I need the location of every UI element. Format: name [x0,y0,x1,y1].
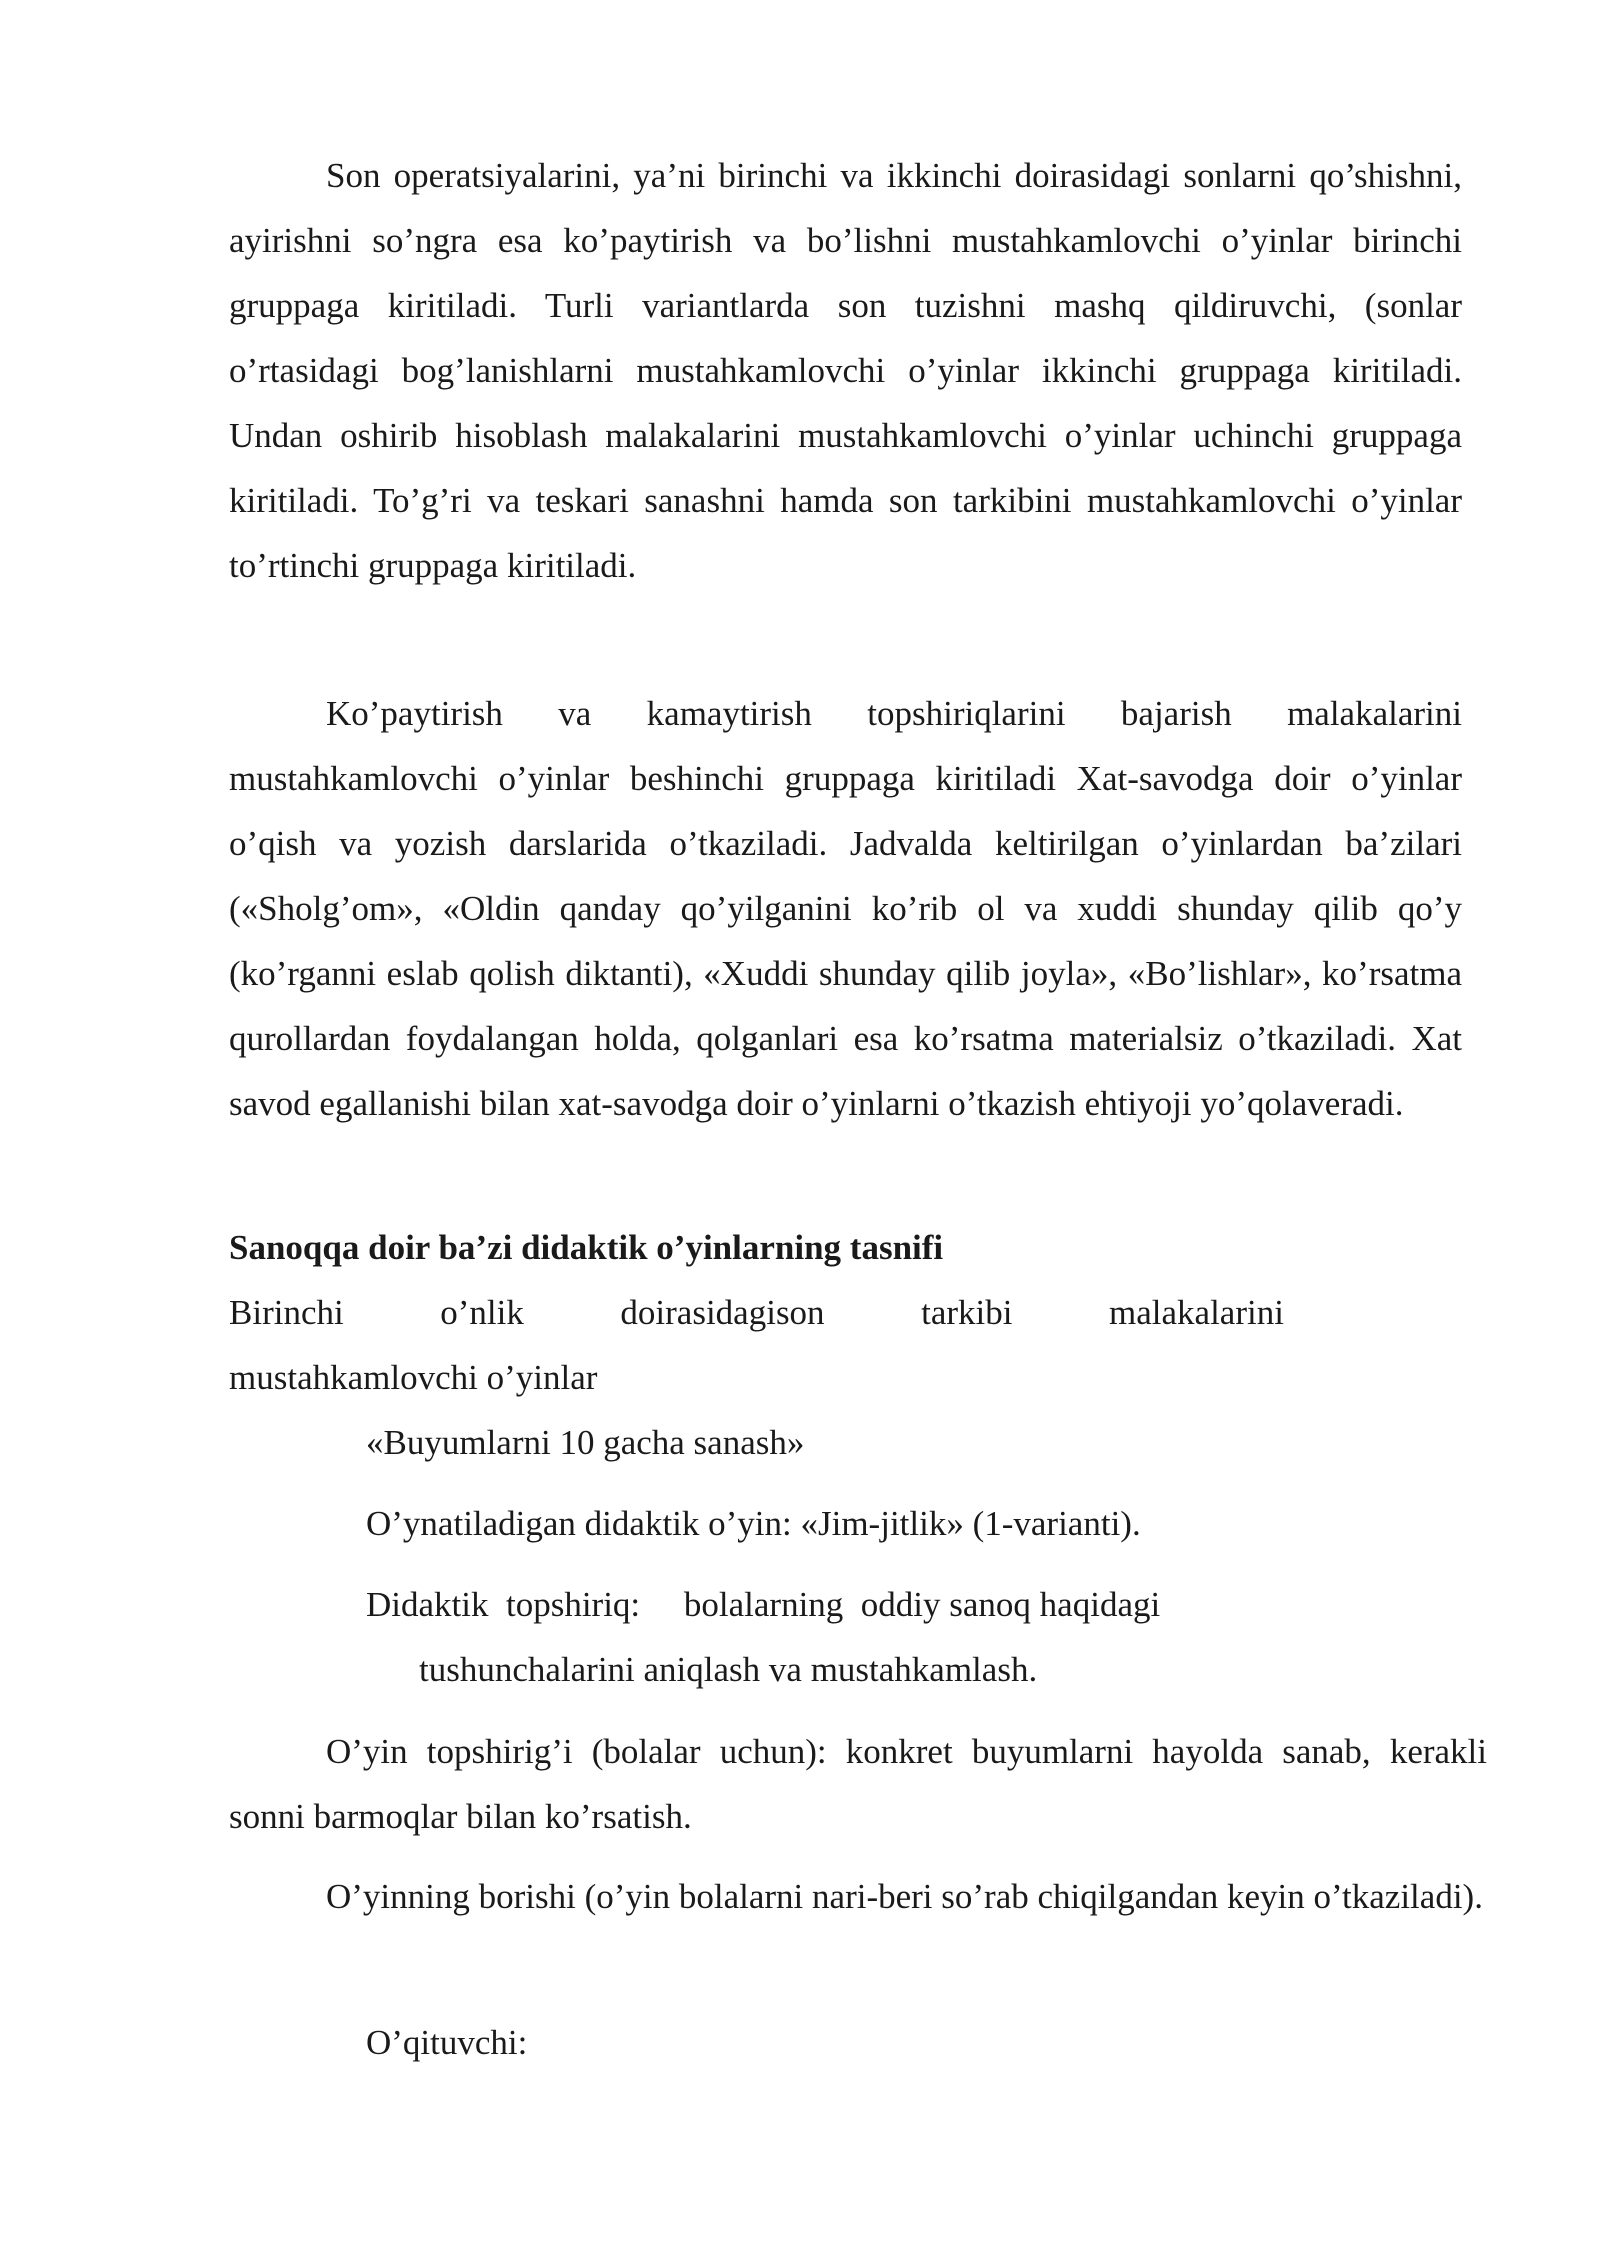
subtitle-word: malakalarini [1109,1293,1284,1332]
game-title: «Buyumlarni 10 gacha sanash» [366,1423,805,1462]
subtitle-word: tarkibi [921,1293,1013,1332]
didactic-task-line-1: Didaktik topshiriq: bolalarning oddiy sanoq haqidagi [366,1585,1161,1624]
game-name: O’ynatiladigan didaktik o’yin: «Jim-jitlik» (1-varianti). [366,1504,1141,1543]
didactic-task-line-2: tushunchalarini aniqlash va mustahkamlash. [419,1650,1038,1689]
paragraph-game-task: O’yin topshirig’i (bolalar uchun): konkret buyumlarni hayolda sanab, kerakli sonni barmoqlar bilan ko’rsatish. [229,1732,1487,1836]
subtitle-word: o’nlik [440,1293,524,1332]
paragraph-literacy-games: Ko’paytirish va kamaytirish topshiriqlarini bajarish malakalarini mustahkamlovchi o’yinlar beshinchi gruppaga kiritiladi Xat-savodga doir o’yinlar o’qish va yozish darslarida o’tkaziladi. Jadvalda keltirilgan o’yinlardan ba’zilari («Sholg’om», «Oldin qanday qo’yilganini ko’rib ol va xuddi shunday qilib qo’y (ko’rganni eslab qolish diktanti), «Xuddi shunday qilib joyla», «Bo’lishlar», ko’rsatma qurollardan foydalangan holda, qolganlari esa ko’rsatma materialsiz o’tkaziladi. Xat savod egallanishi bilan xat-savodga doir o’yinlarni o’tkazish ehtiyoji yo’qolaveradi. [229,694,1462,1123]
subtitle-word: doirasidagison [620,1293,825,1332]
section-heading: Sanoqqa doir ba’zi didaktik o’yinlarning tasnifi [229,1228,944,1267]
subtitle-line [229,1280,1284,1345]
teacher-label: O’qituvchi: [366,2023,528,2062]
subtitle-word: Birinchi [229,1293,344,1332]
paragraph-game-groups: Son operatsiyalarini, ya’ni birinchi va ikkinchi doirasidagi sonlarni qo’shishni, ayirishni so’ngra esa ko’paytirish va bo’lishni mustahkamlovchi o’yinlar birinchi gruppaga kiritiladi. Turli variantlarda son tuzishni mashq qildiruvchi, (sonlar o’rtasidagi bog’lanishlarni mustahkamlovchi o’yinlar ikkinchi gruppaga kiritiladi. Undan oshirib hisoblash malakalarini mustahkamlovchi o’yinlar uchinchi gruppaga kiritiladi. To’g’ri va teskari sanashni hamda son tarkibini mustahkamlovchi o’yinlar to’rtinchi gruppaga kiritiladi. [229,156,1462,585]
subtitle-line-2: mustahkamlovchi o’yinlar [229,1358,598,1397]
paragraph-game-progress: O’yinning borishi (o’yin bolalarni nari-beri so’rab chiqilgandan keyin o’tkaziladi). [326,1877,1483,1916]
